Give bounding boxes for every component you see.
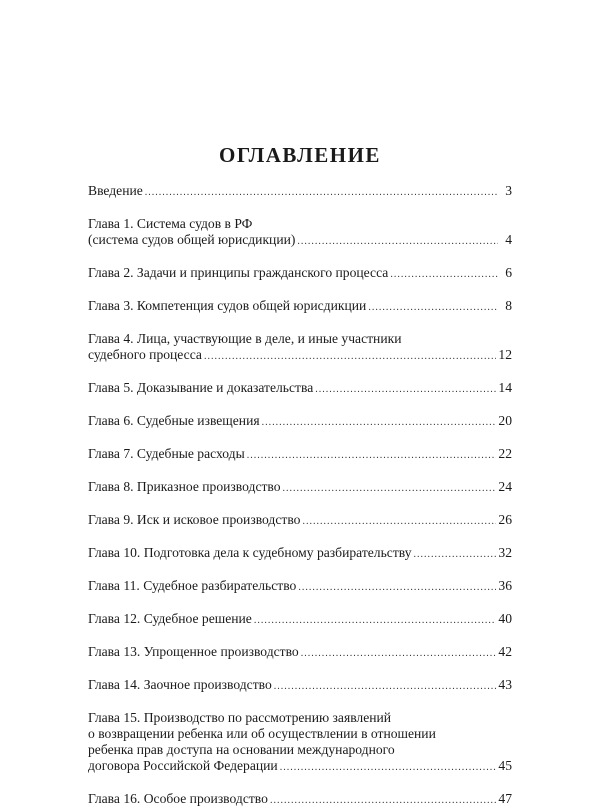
- page-number: 20: [498, 413, 512, 428]
- toc-entry-row: [88, 265, 512, 283]
- dot-leader: [145, 185, 498, 201]
- toc-entry: [88, 545, 512, 563]
- toc-entry: [88, 265, 512, 283]
- toc-entry: [88, 710, 512, 776]
- toc-entry-row: [88, 578, 512, 596]
- toc-entry-text: Глава 11. Судебное разбирательство: [88, 578, 297, 593]
- page-number: 40: [498, 611, 512, 626]
- toc-entry-row: [88, 446, 512, 464]
- toc-entry: [88, 183, 512, 201]
- toc-entry-text: Глава 4. Лица, участвующие в деле, и иные участники: [88, 331, 402, 346]
- page-number: 36: [498, 578, 512, 593]
- toc-entry-text: Глава 2. Задачи и принципы гражданского процесса: [88, 265, 389, 280]
- toc-entry-text: договора Российской Федерации: [88, 758, 278, 773]
- toc-entry: [88, 413, 512, 431]
- toc-entry-row: [88, 791, 512, 809]
- dot-leader: [297, 234, 498, 250]
- dot-leader: [298, 580, 496, 596]
- dot-leader: [204, 349, 496, 365]
- toc-entry-text: Глава 13. Упрощенное производство: [88, 644, 299, 659]
- page-number: 12: [498, 347, 512, 362]
- dot-leader: [368, 300, 498, 316]
- toc-entry-text: Глава 3. Компетенция судов общей юрисдикции: [88, 298, 367, 313]
- dot-leader: [270, 793, 496, 809]
- toc-entry-text: Глава 15. Производство по рассмотрению заявлений: [88, 710, 392, 725]
- toc-entry-row: [88, 298, 512, 316]
- toc-entry-text: Глава 16. Особое производство: [88, 791, 268, 806]
- page-number: 22: [498, 446, 512, 461]
- toc-entry-text: Глава 12. Судебное решение: [88, 611, 252, 626]
- toc-entry-row: [88, 380, 512, 398]
- toc-entry: [88, 512, 512, 530]
- page-number: 43: [498, 677, 512, 692]
- dot-leader: [262, 415, 497, 431]
- toc-title: ОГЛАВЛЕНИЕ: [219, 143, 381, 167]
- toc-entry-text: Глава 8. Приказное производство: [88, 479, 281, 494]
- page-number: 8: [505, 298, 512, 313]
- dot-leader: [254, 613, 497, 629]
- toc-entry: [88, 644, 512, 662]
- toc-entry: [88, 216, 512, 250]
- toc-entry-text: судебного процесса: [88, 347, 202, 362]
- toc-entry-row: [88, 512, 512, 530]
- toc-entry-row: [88, 611, 512, 629]
- page-number: 47: [498, 791, 512, 806]
- dot-leader: [414, 547, 497, 563]
- toc-entry-text: Глава 14. Заочное производство: [88, 677, 272, 692]
- page-number: 45: [498, 758, 512, 773]
- toc-entry-row: [88, 479, 512, 497]
- toc-entry-text: Глава 10. Подготовка дела к судебному разбирательству: [88, 545, 412, 560]
- page-number: 6: [505, 265, 512, 280]
- toc-entry: [88, 791, 512, 809]
- dot-leader: [302, 514, 496, 530]
- toc-entry-text: ребенка прав доступа на основании международного: [88, 742, 395, 757]
- toc-entry-row: [88, 183, 512, 201]
- toc-entry: [88, 446, 512, 464]
- toc-entry: [88, 380, 512, 398]
- dot-leader: [247, 448, 497, 464]
- toc-entry-text: Глава 1. Система судов в РФ: [88, 216, 253, 231]
- page-number: 24: [498, 479, 512, 494]
- toc-entry-text: о возвращении ребенка или об осуществлении в отношении: [88, 726, 436, 741]
- toc-entry: [88, 331, 512, 365]
- toc-entry-text: (система судов общей юрисдикции): [88, 232, 296, 247]
- page-number: 3: [505, 183, 512, 198]
- toc-entry-row: [88, 644, 512, 662]
- toc-entry-text: Глава 6. Судебные извещения: [88, 413, 260, 428]
- toc-entry-text: Глава 9. Иск и исковое производство: [88, 512, 301, 527]
- toc-entry-text: Глава 7. Судебные расходы: [88, 446, 245, 461]
- toc-entry: [88, 298, 512, 316]
- toc-entry-row: [88, 677, 512, 695]
- page-number: 42: [498, 644, 512, 659]
- dot-leader: [301, 646, 497, 662]
- toc-entry-row: [88, 413, 512, 431]
- toc-entry-text: Введение: [88, 183, 143, 198]
- page-number: 26: [498, 512, 512, 527]
- toc-entry-row: [88, 758, 512, 776]
- page-number: 14: [498, 380, 512, 395]
- dot-leader: [280, 760, 497, 776]
- dot-leader: [390, 267, 498, 283]
- table-of-contents: [88, 183, 512, 809]
- dot-leader: [283, 481, 497, 497]
- toc-entry: [88, 578, 512, 596]
- toc-entry: [88, 479, 512, 497]
- toc-entry: [88, 677, 512, 695]
- toc-entry: [88, 611, 512, 629]
- dot-leader: [315, 382, 496, 398]
- toc-entry-row: [88, 232, 512, 250]
- toc-entry-text: Глава 5. Доказывание и доказательства: [88, 380, 314, 395]
- toc-entry-row: [88, 347, 512, 365]
- dot-leader: [274, 679, 497, 695]
- page-number: 32: [498, 545, 512, 560]
- page-number: 4: [505, 232, 512, 247]
- toc-entry-row: [88, 545, 512, 563]
